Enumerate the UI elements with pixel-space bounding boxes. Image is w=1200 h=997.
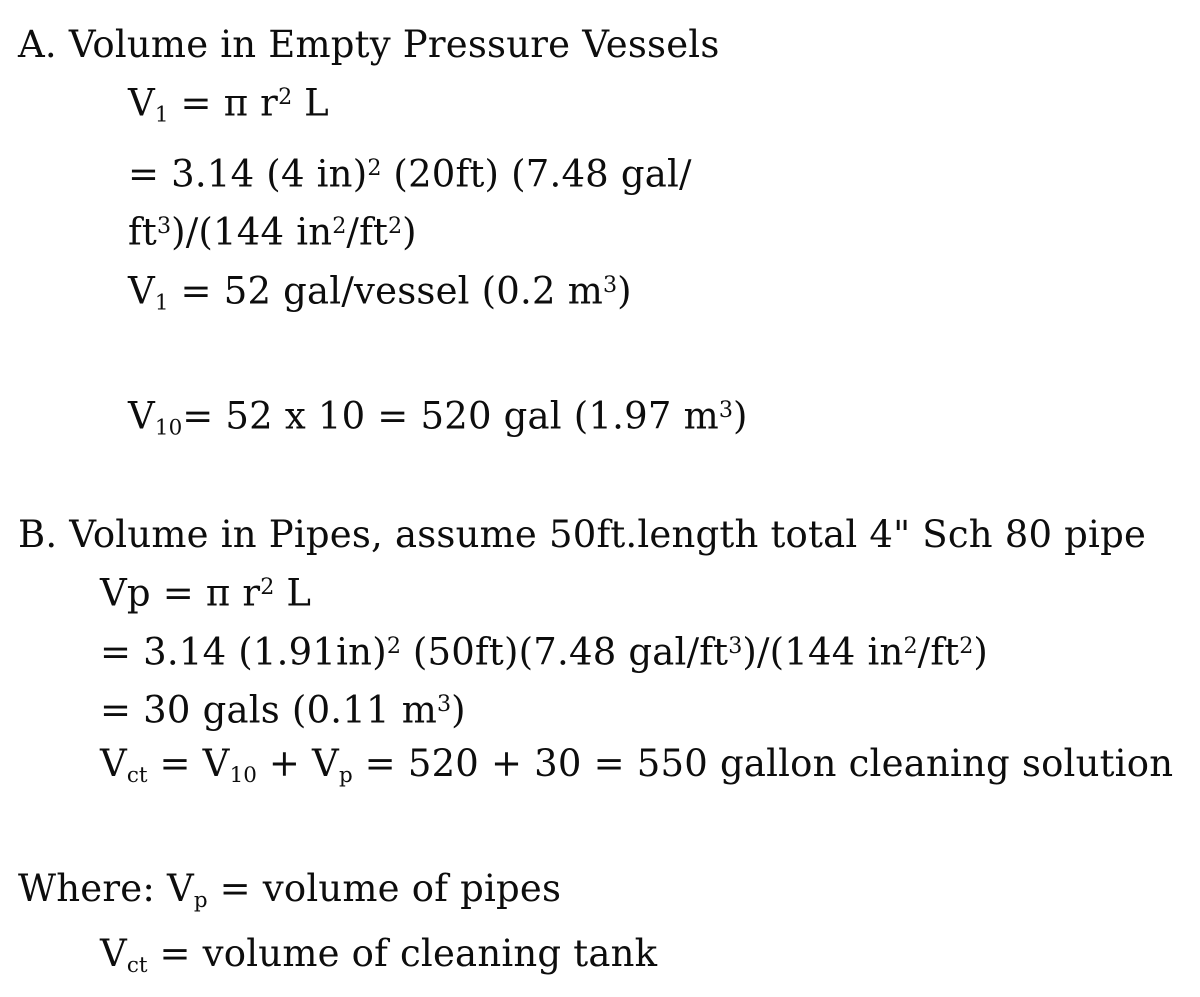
subscript: 1 [154, 102, 169, 128]
section-b-formula-line-2 [0, 620, 1200, 679]
formula-text: Where: V [18, 867, 194, 910]
formula-text: = 3.14 (4 in) [128, 152, 368, 196]
formula-text: = 520 + 30 = 550 gallon cleaning solution [352, 741, 1174, 785]
subscript: p [338, 762, 353, 788]
section-a-formula-line-1 [0, 71, 1200, 142]
section-b-total-line [0, 737, 1200, 802]
formula-text: = 52 gal/vessel (0.2 m [168, 269, 603, 313]
formula-tail: L [292, 81, 329, 125]
formula-text: (20ft) (7.48 gal/ [381, 152, 692, 196]
formula-text: = 30 gals (0.11 m [100, 688, 437, 732]
formula-text: ft [128, 210, 157, 254]
formula-text: /ft [917, 630, 960, 674]
superscript: 3 [602, 271, 618, 298]
subscript: 10 [154, 415, 183, 441]
variable-v: V [128, 81, 155, 125]
section-a-total-vessels [0, 384, 1200, 455]
section-b-formula-line-3 [0, 678, 1200, 737]
formula-text: L [274, 571, 312, 615]
where-definitions [0, 862, 1200, 992]
superscript: 3 [728, 632, 743, 659]
formula-text: ) [617, 269, 632, 313]
where-line-1 [0, 862, 1200, 927]
superscript: 3 [156, 213, 172, 240]
formula-text: ) [973, 630, 989, 674]
subscript: ct [126, 762, 148, 788]
superscript: 2 [332, 213, 347, 240]
formula-text: + V [256, 741, 339, 785]
formula-text: ) [402, 210, 417, 254]
section-a-heading: A. Volume in Empty Pressure Vessels [18, 23, 720, 66]
formula-text: Vp = π r [100, 571, 261, 615]
subscript: 10 [229, 762, 257, 788]
formula-text: = π r [168, 81, 279, 125]
variable-v: V [128, 394, 155, 438]
section-b-heading: B. Volume in Pipes, assume 50ft.length total 4" Sch 80 pipe [18, 513, 1147, 556]
formula-text: = volume of cleaning tank [147, 932, 658, 975]
formula-text: = 3.14 (1.91in) [100, 630, 387, 674]
section-a-result-line [0, 259, 1200, 330]
superscript: 3 [718, 397, 733, 423]
superscript: 2 [386, 632, 401, 659]
formula-text: )/(144 in [742, 630, 904, 674]
formula-text: (50ft)(7.48 gal/ft [400, 630, 729, 674]
formula-text: ) [732, 394, 748, 438]
variable-v: V [100, 932, 127, 975]
superscript: 2 [388, 213, 403, 240]
section-b [0, 508, 1200, 802]
superscript: 2 [367, 154, 382, 181]
formula-text: = volume of pipes [207, 867, 562, 910]
section-a-formula-line-3 [0, 200, 1200, 259]
superscript: 2 [903, 632, 918, 659]
formula-text: )/(144 in [171, 210, 333, 254]
where-line-2 [0, 927, 1200, 992]
superscript: 3 [437, 691, 452, 718]
subscript: p [193, 888, 208, 913]
section-a [0, 18, 1200, 329]
section-a-formula-line-2 [0, 142, 1200, 201]
formula-text: /ft [346, 210, 389, 254]
section-a-total-line [0, 384, 1200, 455]
section-b-formula-line-1 [0, 561, 1200, 620]
subscript: ct [126, 953, 148, 978]
subscript: 1 [154, 290, 169, 316]
formula-text: ) [451, 688, 466, 732]
superscript: 2 [260, 574, 275, 600]
superscript: 2 [278, 84, 293, 110]
formula-text: = V [147, 741, 230, 785]
variable-v: V [128, 269, 155, 313]
formula-text: = 52 x 10 = 520 gal (1.97 m [182, 394, 719, 438]
superscript: 2 [959, 632, 974, 659]
variable-v: V [100, 741, 127, 785]
